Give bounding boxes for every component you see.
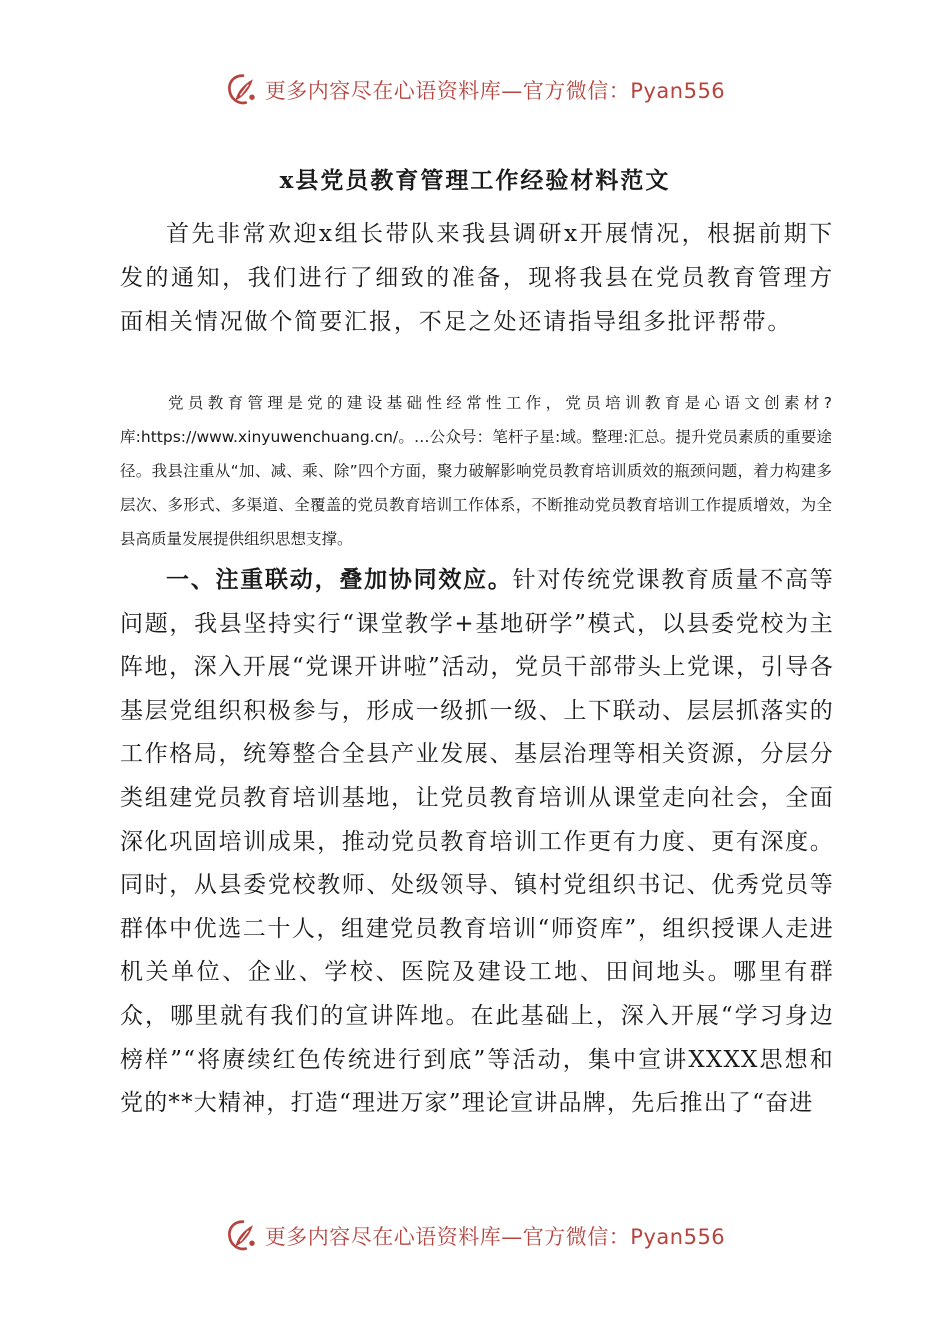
pen-nib-swirl-icon: [225, 72, 261, 108]
watermark-text: 更多内容尽在心语资料库—官方微信：Pyan556: [264, 1225, 726, 1249]
document-title: x县党员教育管理工作经验材料范文: [279, 167, 671, 194]
summary-paragraph: 党员教育管理是党的建设基础性经常性工作，党员培训教育是心语文创素材?库:https://www.xinyuwenchuang.cn/。…公众号：笔杆子星:域。整理:汇总。提升党员素质的重要途径。我县注重从“加、减、乘、除”四个方面，聚力破解影响党员教育培训质效的瓶颈问题，着力构建多层次、多形式、多渠道、全覆盖的党员教育培训工作体系，不断推动党员教育培训工作提质增效，为全县高质量发展提供组织思想支撑。: [120, 394, 832, 548]
header-watermark-banner: [0, 70, 950, 110]
intro-paragraph: 首先非常欢迎x组长带队来我县调研x开展情况，根据前期下发的通知，我们进行了细致的准备，现将我县在党员教育管理方面相关情况做个简要汇报，不足之处还请指导组多批评帮带。: [120, 221, 834, 335]
section-1-paragraph: [120, 558, 834, 1126]
section-1-body: 针对传统党课教育质量不高等问题，我县坚持实行“课堂教学+基地研学”模式，以县委党校为主阵地，深入开展“党课开讲啦”活动，党员干部带头上党课，引导各基层党组织积极参与，形成一级抓一级、上下联动、层层抓落实的工作格局，统筹整合全县产业发展、基层治理等相关资源，分层分类组建党员教育培训基地，让党员教育培训从课堂走向社会，全面深化巩固培训成果，推动党员教育培训工作更有力度、更有深度。同时，从县委党校教师、处级领导、镇村党组织书记、优秀党员等群体中优选二十人，组建党员教育培训“师资库”，组织授课人走进机关单位、企业、学校、医院及建设工地、田间地头。哪里有群众，哪里就有我们的宣讲阵地。在此基础上，深入开展“学习身边榜样”“将赓续红色传统进行到底”等活动，集中宣讲XXXX思想和党的**大精神，打造“理进万家”理论宣讲品牌，先后推出了“奋进: [120, 567, 834, 1117]
footer-watermark-banner: [0, 1216, 950, 1256]
watermark-text: 更多内容尽在心语资料库—官方微信：Pyan556: [264, 79, 726, 103]
pen-nib-swirl-icon: [225, 1218, 261, 1254]
section-1-heading: 一、注重联动，叠加协同效应。: [166, 566, 513, 593]
